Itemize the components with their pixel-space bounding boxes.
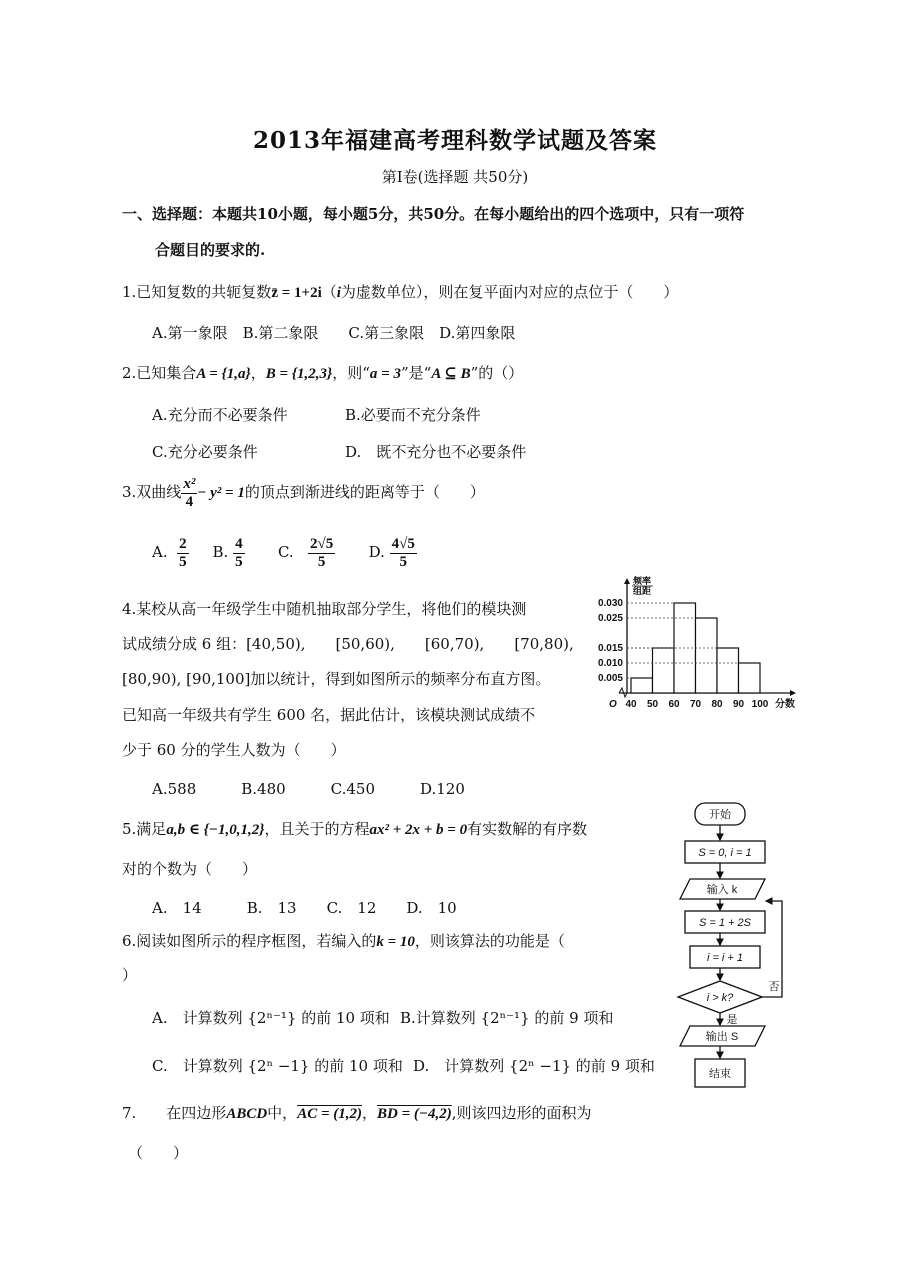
histogram-bar bbox=[631, 678, 653, 693]
origin-label: O bbox=[609, 699, 617, 710]
flow-yes-label: 是 bbox=[726, 1014, 738, 1026]
q3-options: A. $\frac{2}{5}$ B. $\frac{4}{5}$ C. $\frac{2√5}{5}$ D. $\frac{4√5}{5}$ bbox=[152, 535, 415, 570]
q5-options: A. 14 B. 13 C. 12 D. 10 bbox=[152, 899, 457, 917]
y-tick-label: 0.030 bbox=[597, 598, 623, 609]
section-header-line2: 合题目的要求的. bbox=[155, 241, 266, 259]
q2-option-a: A.充分而不必要条件 bbox=[152, 406, 288, 424]
question-1: 1.已知复数的共轭复数z̄ = 1+2i（i为虚数单位），则在复平面内对应的点位于（ ） bbox=[122, 283, 679, 301]
q1-math: z̄ = 1+2i bbox=[271, 285, 322, 301]
page-title: 2013年福建高考理科数学试题及答案 bbox=[252, 127, 657, 154]
x-tick-label: 50 bbox=[646, 699, 659, 710]
flow-input-label: 输入 k bbox=[706, 884, 738, 896]
x-tick-label: 90 bbox=[732, 699, 745, 710]
flow-start-label: 开始 bbox=[709, 809, 731, 821]
page-subtitle: 第Ⅰ卷(选择题 共50分) bbox=[381, 168, 529, 186]
q4-line-2: 试成绩分成 6 组：[40,50), [50,60), [60,70), [70,80), bbox=[122, 635, 574, 653]
histogram-bar bbox=[696, 618, 718, 693]
q4-line-4: 已知高一年级共有学生 600 名，据此估计，该模块测试成绩不 bbox=[122, 706, 536, 724]
histogram-bar bbox=[717, 648, 739, 693]
x-tick-label: 70 bbox=[689, 699, 702, 710]
q6-option-b: B.计算数列 {2ⁿ⁻¹} 的前 9 项和 bbox=[400, 1009, 614, 1027]
y-axis-arrow bbox=[624, 578, 630, 584]
histogram-group bbox=[598, 575, 796, 710]
histogram-chart bbox=[583, 570, 823, 720]
y-tick-label: 0.015 bbox=[597, 643, 623, 654]
question-3: 3.双曲线 $\frac{\text{x²}}{4}$ − y² = 1的顶点到渐进线的距离等于（ ） bbox=[122, 475, 485, 510]
y-axis-label-top: 频率 bbox=[633, 576, 652, 586]
flowchart bbox=[670, 795, 795, 1095]
q3-option-b: $\frac{4}{5}$ bbox=[235, 535, 243, 570]
q3-option-a: $\frac{2}{5}$ bbox=[179, 535, 187, 570]
q2-option-c: C.充分必要条件 bbox=[152, 443, 258, 461]
x-tick-label: 60 bbox=[668, 699, 680, 710]
q1-options: A.第一象限 B.第二象限 C.第三象限 D.第四象限 bbox=[152, 324, 516, 342]
x-axis-label: 分数 bbox=[775, 699, 795, 710]
flow-step1-label: S = 1 + 2S bbox=[699, 917, 751, 929]
question-5: 5.满足a,b ∈ {−1,0,1,2}，且关于的方程ax² + 2x + b = 0有实数解的有序数 bbox=[122, 820, 588, 838]
q2-option-d: D. 既不充分也不必要条件 bbox=[345, 443, 527, 461]
question-7: 7. 在四边形ABCD中，AC = (1,2)，BD = (−4,2),则该四边形的面积为 bbox=[122, 1104, 592, 1122]
q4-line-3: [80,90), [90,100]加以统计，得到如图所示的频率分布直方图。 bbox=[122, 670, 551, 688]
q5-line-2: 对的个数为（ ） bbox=[122, 860, 258, 878]
question-6: 6.阅读如图所示的程序框图，若编入的k = 10，则该算法的功能是（ bbox=[122, 932, 565, 950]
q6-option-d: D. 计算数列 {2ⁿ −1} 的前 9 项和 bbox=[413, 1057, 655, 1075]
x-axis-arrow bbox=[790, 690, 796, 696]
flow-end-label: 结束 bbox=[709, 1068, 731, 1080]
flow-no-label: 否 bbox=[768, 981, 780, 993]
q4-options: A.588 B.480 C.450 D.120 bbox=[152, 780, 465, 798]
x-tick-label: 80 bbox=[711, 699, 723, 710]
q6-option-c: C. 计算数列 {2ⁿ −1} 的前 10 项和 bbox=[152, 1057, 403, 1075]
flow-init-label: S = 0, i = 1 bbox=[698, 847, 752, 859]
y-axis-label-bottom: 组距 bbox=[633, 586, 652, 596]
x-tick-label: 40 bbox=[625, 699, 637, 710]
flow-step2-label: i = i + 1 bbox=[706, 952, 744, 964]
flow-output-label: 输出 S bbox=[705, 1031, 739, 1043]
q3-option-d: $\frac{4√5}{5}$ bbox=[391, 535, 415, 570]
q7-line-2: （ ） bbox=[128, 1144, 189, 1162]
y-tick-label: 0.025 bbox=[597, 613, 623, 624]
x-tick-label: 100 bbox=[751, 699, 769, 710]
flow-decision-label: i > k? bbox=[706, 992, 734, 1004]
question-2: 2.已知集合A = {1,a}，B = {1,2,3}，则“a = 3”是“A ⊆ B”的（） bbox=[122, 364, 524, 382]
y-tick-label: 0.005 bbox=[597, 673, 623, 684]
q3-fraction: $\frac{\text{x²}}{4}$ bbox=[183, 475, 196, 510]
q4-line-5: 少于 60 分的学生人数为（ ） bbox=[122, 741, 346, 759]
histogram-bar bbox=[653, 648, 675, 693]
q6-line-2: ） bbox=[122, 966, 138, 984]
q4-line-1: 4.某校从高一年级学生中随机抽取部分学生，将他们的模块测 bbox=[122, 600, 527, 618]
q2-option-b: B.必要而不充分条件 bbox=[345, 406, 481, 424]
q6-option-a: A. 计算数列 {2ⁿ⁻¹} 的前 10 项和 bbox=[152, 1009, 390, 1027]
histogram-bar bbox=[739, 663, 761, 693]
y-tick-label: 0.010 bbox=[597, 658, 623, 669]
section-header-line1: 一、选择题：本题共10小题，每小题5分，共50分。在每小题给出的四个选项中，只有一项符 bbox=[122, 205, 745, 223]
q3-option-c: $\frac{2√5}{5}$ bbox=[310, 535, 334, 570]
